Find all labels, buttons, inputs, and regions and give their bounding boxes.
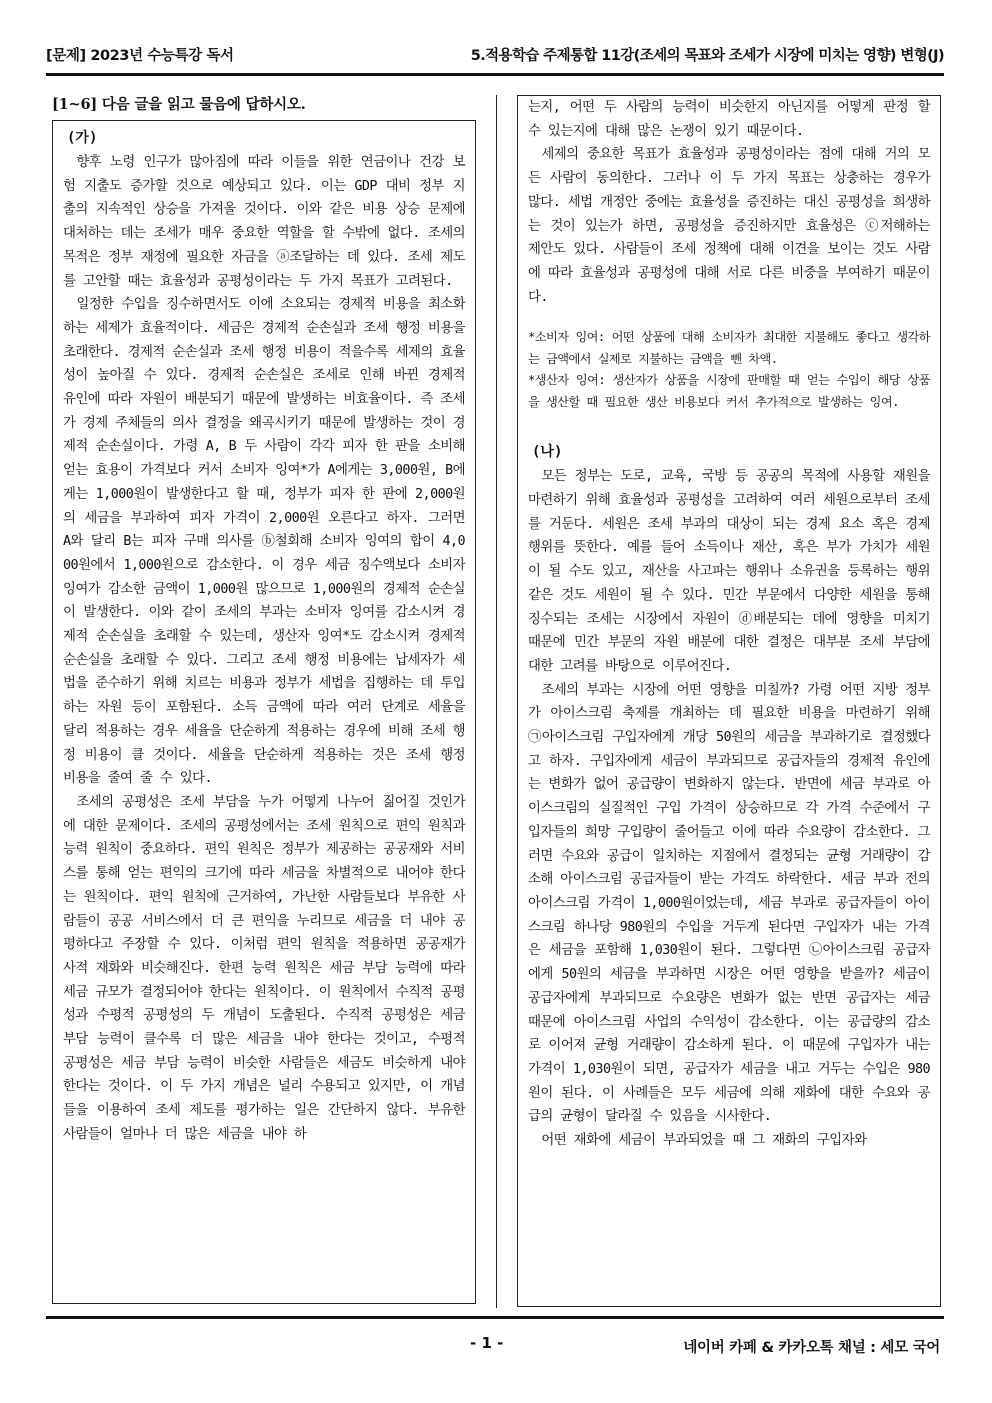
paragraph: 일정한 수입을 징수하면서도 이에 소요되는 경제적 비용을 최소화하는 세제가 효율적이다. 세금은 경제적 순손실과 조세 행정 비용을 초래한다. 경제적 순손실과 조세 행정 비용이 적을수록 세제의 효율성이 높아질 수 있다. 경제적 순손실은 조세로 인해 바뀐 경제적 유인에 따라 자원이 배분되기 때문에 발생하는 비효율이다. 즉 조세가 경제 주체들의 의사 결정을 왜곡시키기 때문에 발생하는 것이 경제적 순손실이다. 가령 A, B 두 사람이 각각 피자 한 판을 소비해 얻는 효용이 가격보다 커서 소비자 잉여*가 A에게는 3,000원, B에게는 1,000원이 발생한다고 할 때, 정부가 피자 한 판에 2,000원의 세금을 부과하여 피자 가격이 2,000원 오른다고 하자. 그러면 A와 달리 B는 피자 구매 의사를 ⓑ철회해 소비자 잉여의 합이 4,000원에서 1,000원으로 감소한다. 이 경우 세금 징수액보다 소비자 잉여가 감소한 금액이 1,000원 많으므로 1,000원의 경제적 순손실이 발생한다. 이와 같이 조세의 부과는 소비자 잉여를 감소시켜 경제적 순손실을 초래할 수 있는데, 생산자 잉여*도 감소시켜 경제적 순손실을 초래할 수 있다. 그리고 조세 행정 비용에는 납세자가 세법을 준수하기 위해 치르는 비용과 정부가 세법을 집행하는 데 투입하는 자원 등이 포함된다. 소득 금액에 따라 여러 단계로 세율을 달리 적용하는 경우 세율을 단순하게 적용하는 경우에 비해 조세 행정 비용이 클 것이다. 세율을 단순하게 적용하는 것은 조세 행정 비용을 줄여 줄 수 있다. bbox=[63, 297, 466, 787]
header-rule bbox=[46, 73, 944, 76]
footer-channel: 네이버 카페 & 카카오톡 채널 : 세모 국어 bbox=[683, 1340, 940, 1356]
paragraph: 세제의 중요한 목표가 효율성과 공평성이라는 점에 대해 거의 모든 사람이 동의한다. 그러나 이 두 가지 목표는 상충하는 경우가 많다. 세법 개정안 중에는 효율성을 증진하는 대신 공평성을 희생하는 것이 있는가 하면, 공평성을 증진하지만 효율성은 ⓒ저해하는 제안도 있다. 사람들이 조세 정책에 대해 이견을 보이는 것도 사람에 따라 효율성과 공평성에 대해 서로 다른 비중을 부여하기 때문이다. bbox=[528, 147, 931, 305]
paragraph: 조세의 공평성은 조세 부담을 누가 어떻게 나누어 짊어질 것인가에 대한 문제이다. 조세의 공평성에서는 조세 원칙으로 편익 원칙과 능력 원칙이 중요하다. 편익 원칙은 정부가 제공하는 공공재와 서비스를 통해 얻는 편익의 크기에 따라 세금을 차별적으로 내어야 한다는 원칙이다. 편익 원칙에 근거하여, 가난한 사람들보다 부유한 사람들이 공공 서비스에서 더 큰 편익을 누리므로 세금을 더 내야 공평하다고 주장할 수 있다. 이처럼 편익 원칙을 적용하면 공공재가 사적 재화와 비슷해진다. 한편 능력 원칙은 세금 부담 능력에 따라 세금 규모가 결정되어야 한다는 원칙이다. 이 원칙에서 수직적 공평성과 수평적 공평성의 두 개념이 도출된다. 수직적 공평성은 세금 부담 능력이 클수록 더 많은 세금을 내야 한다는 것이고, 수평적 공평성은 세금 부담 능력이 비슷한 사람들은 세금도 비슷하게 내야 한다는 것이다. 이 두 가지 개념은 널리 수용되고 있지만, 이 개념들을 이용하여 조세 제도를 평가하는 일은 간단하지 않다. 부유한 사람들이 얼마나 더 많은 세금을 내야 하 bbox=[63, 794, 466, 1142]
footnote-producer-surplus: *생산자 잉여: 생산자가 상품을 시장에 판매할 때 얻는 수입이 해당 상품을 생산할 때 필요한 생산 비용보다 커서 추가적으로 발생하는 잉여. bbox=[528, 373, 930, 409]
header-title-left: [문제] 2023년 수능특강 독서 bbox=[46, 48, 234, 64]
paragraph: 조세의 부과는 시장에 어떤 영향을 미칠까? 가령 어떤 지방 정부가 아이스크림 축제를 개최하는 데 필요한 비용을 마련하기 위해 ㉠아이스크림 구입자에게 개당 50원의 세금을 부과하기로 결정했다고 하자. 구입자에게 세금이 부과되므로 공급자들의 경제적 유인에는 변화가 없어 공급량이 변화하지 않는다. 반면에 세금 부과로 아이스크림의 실질적인 구입 가격이 상승하므로 각 가격 수준에서 구입자들의 희망 구입량이 줄어들고 이에 따라 수요량이 감소한다. 그러면 수요와 공급이 일치하는 지점에서 결정되는 균형 거래량이 감소해 아이스크림 공급자들이 받는 가격도 하락한다. 세금 부과 전의 아이스크림 가격이 1,000원이었는데, 세금 부과로 공급자들이 아이스크림 하나당 980원의 수입을 거두게 된다면 구입자가 내는 가격은 세금을 포함해 1,030원이 된다. 그렇다면 ㉡아이스크림 공급자에게 50원의 세금을 부과하면 시장은 어떤 영향을 받을까? 세금이 공급자에게 부과되므로 수요량은 변화가 없는 반면 공급자는 세금 때문에 아이스크림 사업의 수익성이 감소한다. 이는 공급량의 감소로 이어져 균형 거래량이 감소하게 된다. 이 때문에 구입자가 내는 가격이 1,030원이 되면, 공급자가 세금을 내고 거두는 수입은 980원이 된다. 이 사례들은 모두 세금에 의해 재화에 대한 수요와 공급의 균형이 달라질 수 있음을 시사한다. bbox=[528, 682, 931, 1125]
paragraph: 모든 정부는 도로, 교육, 국방 등 공공의 목적에 사용할 재원을 마련하기 위해 효율성과 공평성을 고려하여 여러 세원으로부터 조세를 거둔다. 세원은 조세 부과의 대상이 되는 경제 요소 혹은 경제 행위를 뜻한다. 예를 들어 소득이나 재산, 혹은 부가 가치가 세원이 될 수도 있고, 재산을 사고파는 행위나 소유권을 등록하는 행위 같은 것도 세원이 될 수 있다. 민간 부문에서 다양한 세원을 통해 징수되는 조세는 시장에서 자원이 ⓓ배분되는 데에 영향을 미치기 때문에 민간 부문의 자원 배분에 대한 결정은 대부분 조세 부담에 대한 고려를 바탕으로 이루어진다. bbox=[528, 469, 930, 674]
page-number: - 1 - bbox=[470, 1334, 504, 1352]
column-divider bbox=[496, 95, 497, 1308]
header-title-right: 5.적용학습 주제통합 11강(조세의 목표와 조세가 시장에 미치는 영향) 변형(J) bbox=[470, 48, 944, 64]
passage-right-box bbox=[517, 95, 941, 1307]
paragraph: 어떤 재화에 세금이 부과되었을 때 그 재화의 구입자와 bbox=[541, 1133, 867, 1149]
footnote-consumer-surplus: *소비자 잉여: 어떤 상품에 대해 소비자가 최대한 지불해도 좋다고 생각하는 금액에서 실제로 지불하는 금액을 뺀 차액. bbox=[528, 330, 930, 366]
footnotes bbox=[528, 327, 930, 413]
paragraph: 는지, 어떤 두 사람의 능력이 비슷한지 아닌지를 어떻게 판정 할 수 있는지에 대해 많은 논쟁이 있기 때문이다. bbox=[528, 100, 930, 139]
passage-na-label: (나) bbox=[532, 444, 563, 461]
passage-ga-box bbox=[52, 120, 476, 1304]
passage-ga-body bbox=[63, 151, 465, 1147]
paragraph: 향후 노령 인구가 많아짐에 따라 이들을 위한 연금이나 건강 보험 지출도 증가할 것으로 예상되고 있다. 이는 GDP 대비 정부 지출의 지속적인 상승을 가져올 것이다. 이와 같은 비용 상승 문제에 대처하는 데는 조세가 매우 중요한 역할을 할 수밖에 없다. 조세의 목적은 정부 재정에 필요한 자금을 ⓐ조달하는 데 있다. 조세 제도를 고안할 때는 효율성과 공평성이라는 두 가지 목표가 고려된다. bbox=[63, 155, 465, 289]
footer-rule bbox=[46, 1316, 944, 1319]
passage-na-body bbox=[528, 465, 930, 1152]
question-instruction: [1~6] 다음 글을 읽고 물음에 답하시오. bbox=[52, 96, 306, 113]
passage-ga-label: (가) bbox=[67, 130, 98, 146]
passage-ga-continued bbox=[528, 96, 930, 309]
